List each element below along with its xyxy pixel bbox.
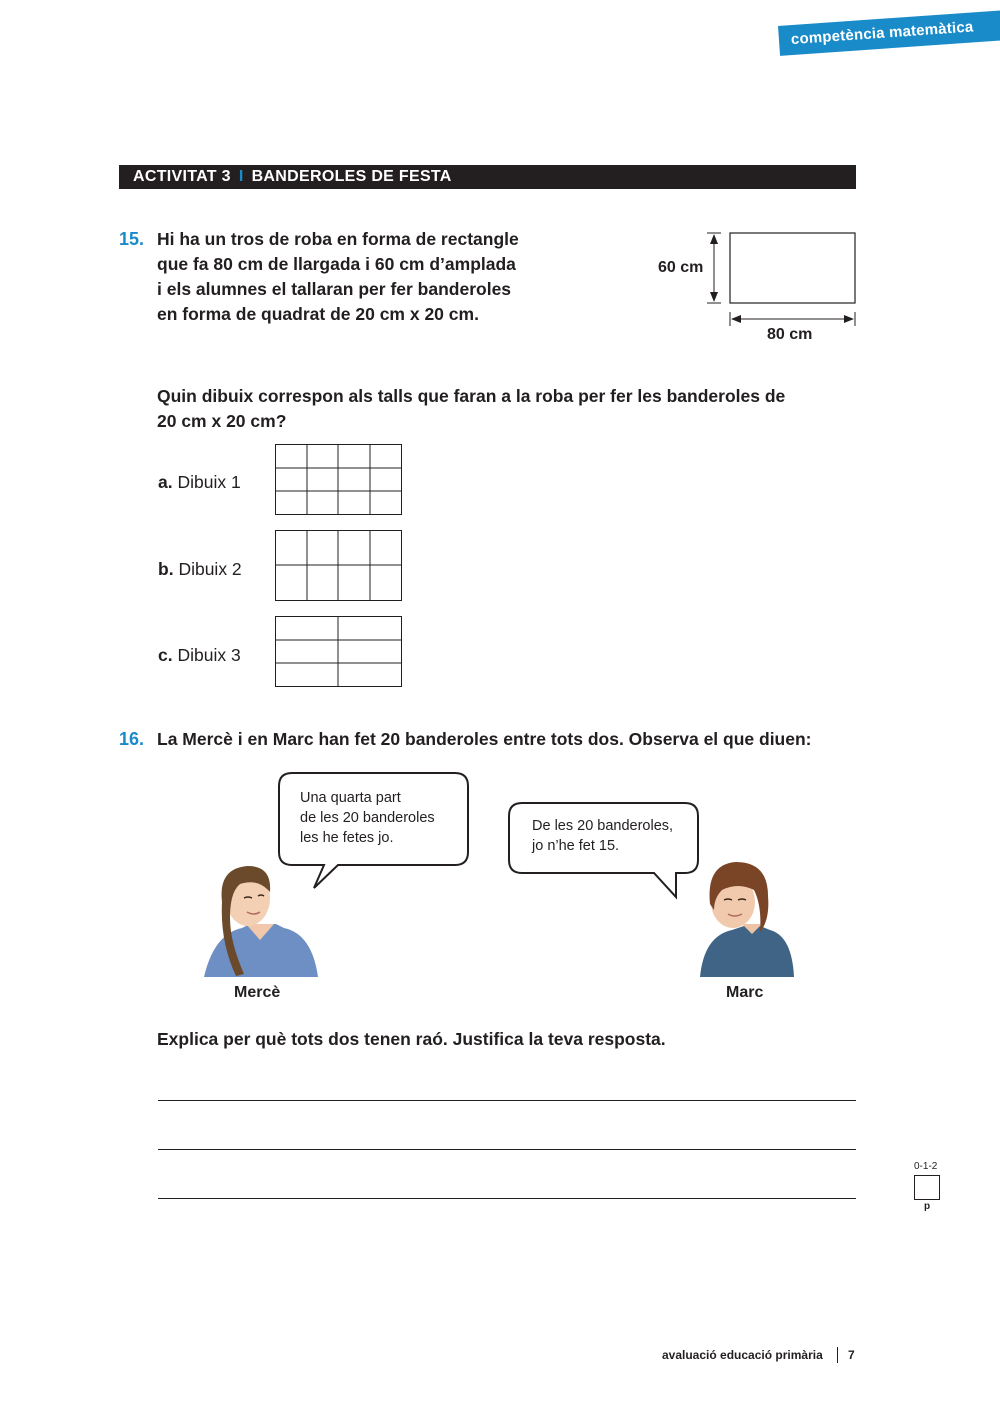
speech-line: jo n’he fet 15. (532, 838, 620, 854)
footer-divider (837, 1347, 838, 1363)
option-letter: c. (158, 645, 173, 665)
merce-speech-text (300, 788, 435, 848)
speech-line: de les 20 banderoles (300, 810, 435, 826)
speech-line: les he fetes jo. (300, 830, 394, 846)
answer-line[interactable] (158, 1100, 856, 1101)
explain-prompt: Explica per què tots dos tenen raó. Justifica la teva resposta. (157, 1029, 666, 1049)
question-15-text (157, 227, 519, 327)
height-label: 60 cm (658, 259, 704, 276)
merce-name: Mercè (234, 984, 281, 1001)
option-b[interactable] (158, 559, 242, 580)
option-letter: a. (158, 472, 173, 492)
score-scale: 0-1-2 (914, 1161, 938, 1172)
drawing-1-grid (275, 444, 402, 516)
footer-text: avaluació educació primària (662, 1348, 823, 1362)
option-text: Dibuix 1 (177, 472, 241, 492)
q15-line: que fa 80 cm de llargada i 60 cm d’amplada (157, 254, 516, 274)
activity-label: ACTIVITAT 3 (133, 168, 231, 185)
activity-title: BANDEROLES DE FESTA (251, 168, 452, 185)
width-label: 80 cm (767, 326, 813, 343)
question-16-number: 16. (119, 729, 145, 749)
answer-line[interactable] (158, 1198, 856, 1199)
q15-line: i els alumnes el tallaran per fer banderoles (157, 279, 512, 299)
score-label: p (924, 1201, 931, 1212)
width-arrow-left (731, 315, 741, 323)
marc-name: Marc (726, 984, 764, 1001)
activity-header (119, 165, 856, 189)
question-15-number: 15. (119, 229, 145, 249)
width-arrow-right (844, 315, 854, 323)
speech-line: De les 20 banderoles, (532, 818, 674, 834)
speech-line: Una quarta part (300, 790, 401, 806)
fabric-diagram (640, 225, 870, 350)
marc-speech-text (532, 816, 673, 856)
option-text: Dibuix 2 (178, 559, 242, 579)
prompt-line: 20 cm x 20 cm? (157, 411, 287, 431)
drawing-2-grid (275, 530, 402, 602)
drawing-3-grid (275, 616, 402, 688)
q15-line: Hi ha un tros de roba en forma de rectangle (157, 229, 519, 249)
option-a[interactable] (158, 472, 241, 493)
activity-separator: I (238, 168, 244, 185)
answer-line[interactable] (158, 1149, 856, 1150)
height-arrow-down (710, 292, 718, 302)
marc-illustration (698, 860, 798, 978)
question-15-prompt (157, 384, 785, 434)
marc-sweater (700, 926, 794, 977)
merce-illustration (200, 862, 320, 978)
option-text: Dibuix 3 (177, 645, 241, 665)
page-number: 7 (848, 1348, 855, 1362)
prompt-line: Quin dibuix correspon als talls que faran a la roba per fer les banderoles de (157, 386, 786, 406)
question-16-text: La Mercè i en Marc han fet 20 banderoles entre tots dos. Observa el que diuen: (157, 729, 812, 749)
height-arrow-up (710, 234, 718, 244)
option-letter: b. (158, 559, 174, 579)
score-box[interactable] (914, 1175, 940, 1200)
option-c[interactable] (158, 645, 241, 666)
q15-line: en forma de quadrat de 20 cm x 20 cm. (157, 304, 479, 324)
subject-tag: competència matemàtica (778, 10, 1000, 56)
fabric-rectangle (730, 233, 855, 303)
